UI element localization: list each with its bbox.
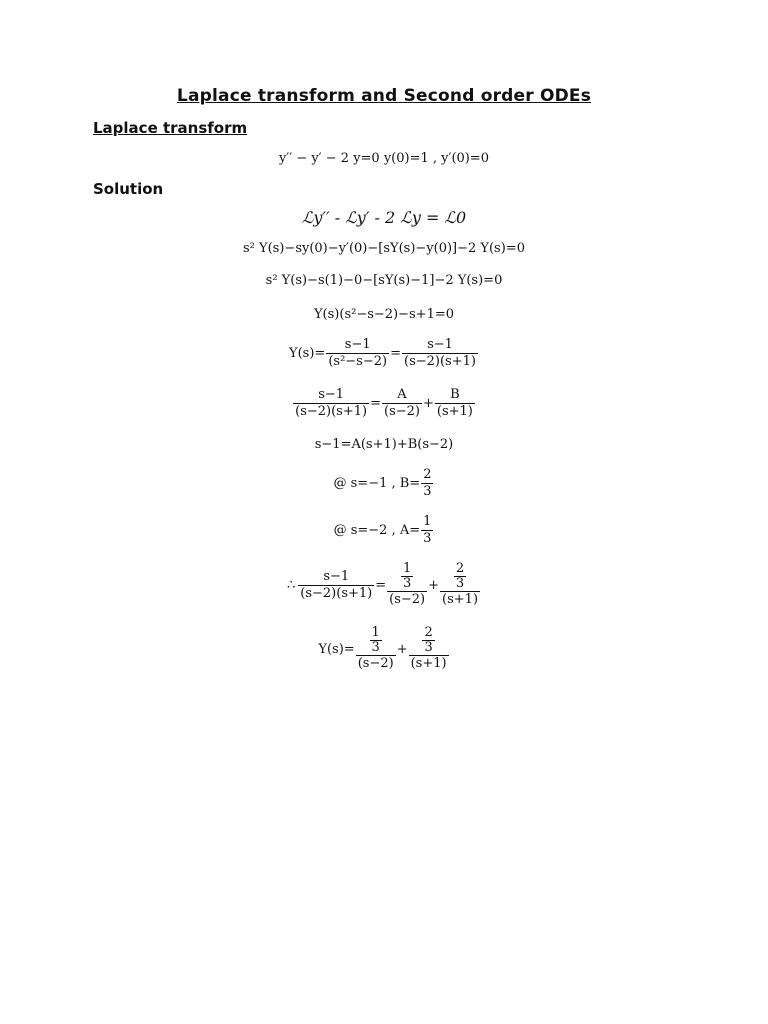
fraction-denominator: (s+1) [410,656,447,671]
step4-equation [0,337,768,370]
result-equation [0,562,768,608]
fraction-numerator [440,562,480,592]
fraction-numerator: s−1 [298,569,374,586]
equals-sign: = [390,346,401,361]
fraction-denominator: (s−2) [384,404,420,419]
b-value-fraction [421,467,433,500]
step3-equation: Y(s)(s²−s−2)−s+1=0 [313,307,455,322]
fraction-numerator: 1 [402,561,412,576]
nested-fraction [401,562,413,591]
pf-lhs-fraction [293,387,369,420]
fraction-numerator: s−1 [293,387,369,404]
equals-sign: = [370,396,381,411]
result-lhs-fraction [298,569,374,602]
document-title: Laplace transform and Second order ODEs [176,86,592,106]
fraction-denominator: (s−2)(s+1) [300,585,373,601]
fraction-denominator: (s−2)(s+1) [404,354,476,369]
final-b-fraction [409,626,449,672]
fraction-denominator: (s−2)(s+1) [295,404,368,419]
equals-sign: = [375,577,387,593]
final-lhs: Y(s)= [318,641,355,657]
section-heading: Laplace transform [93,119,248,137]
partial-fraction-equation [0,387,768,420]
fraction-denominator: (s+1) [442,592,479,607]
fraction-denominator: (s²−s−2) [328,354,388,369]
step4-fraction-2 [402,337,478,370]
fraction-denominator: (s+1) [436,404,473,419]
fraction-numerator [409,626,449,656]
a-value-fraction [421,514,433,547]
fraction-denominator: (s−2) [357,656,394,671]
fraction-numerator: A [382,387,422,404]
plus-sign: + [396,641,408,657]
pf-b-fraction [435,387,475,420]
cover-up-equation: s−1=A(s+1)+B(s−2) [314,437,454,452]
nested-fraction [454,562,466,591]
nested-fraction [422,626,434,655]
therefore-symbol: ∴ [286,577,296,593]
fraction-numerator: 2 [455,561,465,576]
final-equation [0,626,768,672]
plus-sign: + [422,396,434,411]
fraction-denominator: 3 [423,484,432,499]
fraction-denominator: 3 [455,576,465,591]
step4-fraction-1 [326,337,389,370]
fraction-numerator: 2 [423,467,432,482]
step1-equation: s² Y(s)−sy(0)−y′(0)−[sY(s)−y(0)]−2 Y(s)=0 [243,241,525,256]
fraction-denominator: (s−2) [389,592,426,607]
pf-a-fraction [382,387,422,420]
laplace-transform-equation: ℒy′′ - ℒy′ - 2 ℒy = ℒ0 [301,208,467,227]
solution-heading: Solution [93,180,164,198]
fraction-numerator [356,626,396,656]
fraction-numerator: 1 [371,625,380,640]
plus-sign: + [428,577,440,593]
fraction-numerator: B [435,387,475,404]
result-b-fraction [440,562,480,608]
fraction-numerator: s−1 [402,337,478,354]
b-value-text: @ s=−1 , B= [333,476,421,491]
a-value-equation [0,514,768,547]
b-value-equation [0,467,768,500]
fraction-denominator: 3 [423,531,432,546]
a-value-text: @ s=−2 , A= [333,523,421,538]
final-a-fraction [356,626,396,672]
nested-fraction [370,626,382,655]
fraction-numerator: 1 [423,514,432,529]
fraction-denominator: 3 [402,576,412,591]
fraction-numerator [387,562,427,592]
ode-equation: y′′ − y′ − 2 y=0 y(0)=1 , y′(0)=0 [278,151,490,166]
fraction-denominator: 3 [371,640,380,655]
step2-equation: s² Y(s)−s(1)−0−[sY(s)−1]−2 Y(s)=0 [265,273,503,288]
fraction-denominator: 3 [424,640,433,655]
step4-lhs: Y(s)= [289,346,326,361]
result-a-fraction [387,562,427,608]
fraction-numerator: 2 [424,625,433,640]
fraction-numerator: s−1 [326,337,389,354]
